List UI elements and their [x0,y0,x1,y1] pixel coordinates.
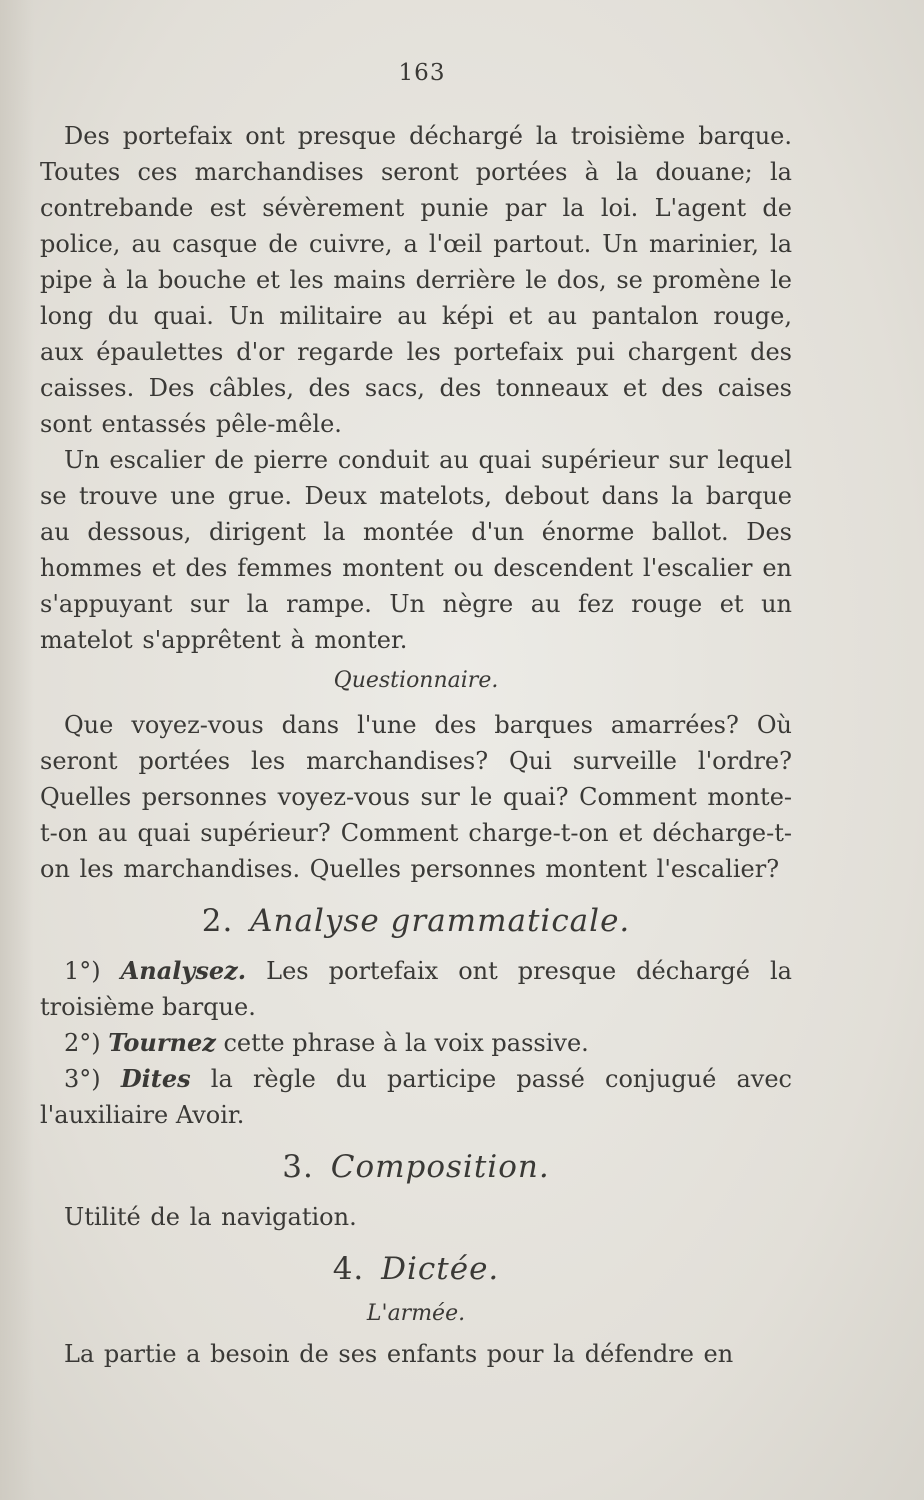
composition-heading [40,1149,792,1185]
page-number: 163 [398,60,446,86]
item-command: Dites [120,1064,191,1093]
composition-text: Utilité de la navigation. [64,1203,357,1231]
item-command: Tournez [108,1028,216,1057]
dictee-subtitle: L'armée. [366,1301,466,1326]
page-edge-shadow [0,0,34,1500]
analyse-item-2 [40,1025,792,1061]
paragraph-1: Des portefaix ont presque déchargé la troisième barque. Toutes ces marchandises seront portées à la douane; la contrebande est sévèrement punie par la loi. L'agent de police, au casque de cuivre, a l'œil partout. Un marinier, la pipe à la bouche et les mains derrière le dos, se promène le long du quai. Un militaire au képi et au pantalon rouge, aux épaulettes d'or regarde les portefaix pui chargent des caisses. Des câbles, des sacs, des tonneaux et des caises sont entassés pêle-mêle. [40,122,792,438]
item-text: Les portefaix ont presque déchargé la troisième barque. [40,957,792,1021]
dictee-number: 4. [332,1251,365,1287]
dictee-heading [40,1251,792,1287]
analyse-heading [40,903,792,939]
composition-title: Composition. [330,1149,550,1185]
composition-number: 3. [282,1149,314,1185]
analyse-title: Analyse grammaticale. [250,903,631,939]
analyse-item-3 [40,1061,792,1133]
questionnaire-text: Que voyez-vous dans l'une des barques amarrées? Où seront portées les marchandises? Qui surveille l'ordre? Quelles personnes voyez-vous sur le quai? Comment monte-t-on au quai supérieur? Comment charge-t-on et décharge-t-on les marchandises. Quelles personnes montent l'escalier? [40,711,792,883]
dictee-title: Dictée. [381,1251,500,1287]
page-content [40,118,792,1372]
analyse-item-1 [40,953,792,1025]
item-text: cette phrase à la voix passive. [223,1029,589,1057]
item-number: 2°) [64,1029,101,1057]
dictee-text: La partie a besoin de ses enfants pour la défendre en [64,1340,734,1368]
item-number: 1°) [64,957,101,985]
item-number: 3°) [64,1065,101,1093]
item-command: Analysez. [120,956,247,985]
paragraph-2: Un escalier de pierre conduit au quai supérieur sur lequel se trouve une grue. Deux matelots, debout dans la barque au dessous, dirigent la montée d'un énorme ballot. Des hommes et des femmes montent ou descendent l'escalier en s'appuyant sur la rampe. Un nègre au fez rouge et un matelot s'apprêtent à monter. [40,446,792,654]
item-text: la règle du participe passé conjugué avec l'auxiliaire Avoir. [40,1065,792,1129]
questionnaire-title: Questionnaire. [333,668,499,693]
analyse-number: 2. [201,903,234,939]
